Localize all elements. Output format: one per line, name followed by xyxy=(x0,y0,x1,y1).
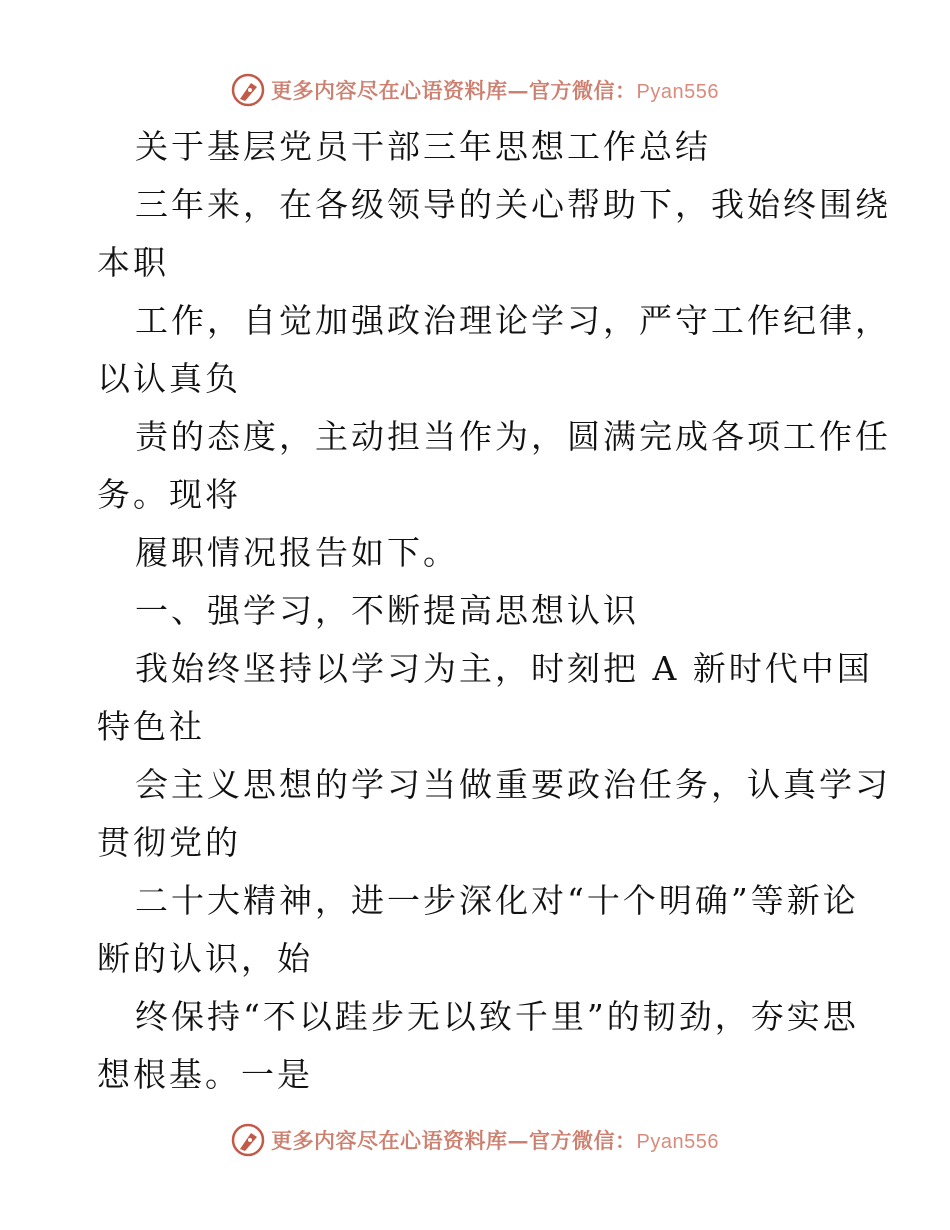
text-line: 二十大精神，进一步深化对“十个明确”等新论 xyxy=(135,881,859,920)
text-line: 关于基层党员干部三年思想工作总结 xyxy=(135,127,711,166)
text-line: 责的态度，主动担当作为，圆满完成各项工作任 xyxy=(135,417,891,456)
text-line: 会主义思想的学习当做重要政治任务，认真学习 xyxy=(135,765,891,804)
document-body xyxy=(97,118,891,1104)
text-line: 贯彻党的 xyxy=(97,823,241,862)
text-line: 履职情况报告如下。 xyxy=(135,533,459,572)
header-watermark xyxy=(0,70,950,110)
text-line: 三年来，在各级领导的关心帮助下，我始终围绕 xyxy=(135,185,891,224)
text-line: 我始终坚持以学习为主，时刻把 A 新时代中国 xyxy=(135,649,873,688)
text-line: 本职 xyxy=(97,243,169,282)
text-line: 一、强学习，不断提高思想认识 xyxy=(135,591,639,630)
watermark-text: 更多内容尽在心语资料库—官方微信：Pyan556 xyxy=(271,78,719,103)
text-line: 务。现将 xyxy=(97,475,241,514)
watermark-text: 更多内容尽在心语资料库—官方微信：Pyan556 xyxy=(271,1128,719,1153)
text-line: 终保持“不以跬步无以致千里”的韧劲，夯实思 xyxy=(135,997,859,1036)
footer-watermark xyxy=(0,1120,950,1160)
text-line: 断的认识，始 xyxy=(97,939,313,978)
text-line: 想根基。一是 xyxy=(97,1055,313,1094)
pen-nib-logo-icon xyxy=(231,1123,265,1157)
pen-nib-logo-icon xyxy=(231,73,265,107)
text-line: 以认真负 xyxy=(97,359,241,398)
text-line: 特色社 xyxy=(97,707,205,746)
text-line: 工作，自觉加强政治理论学习，严守工作纪律， xyxy=(135,301,891,340)
